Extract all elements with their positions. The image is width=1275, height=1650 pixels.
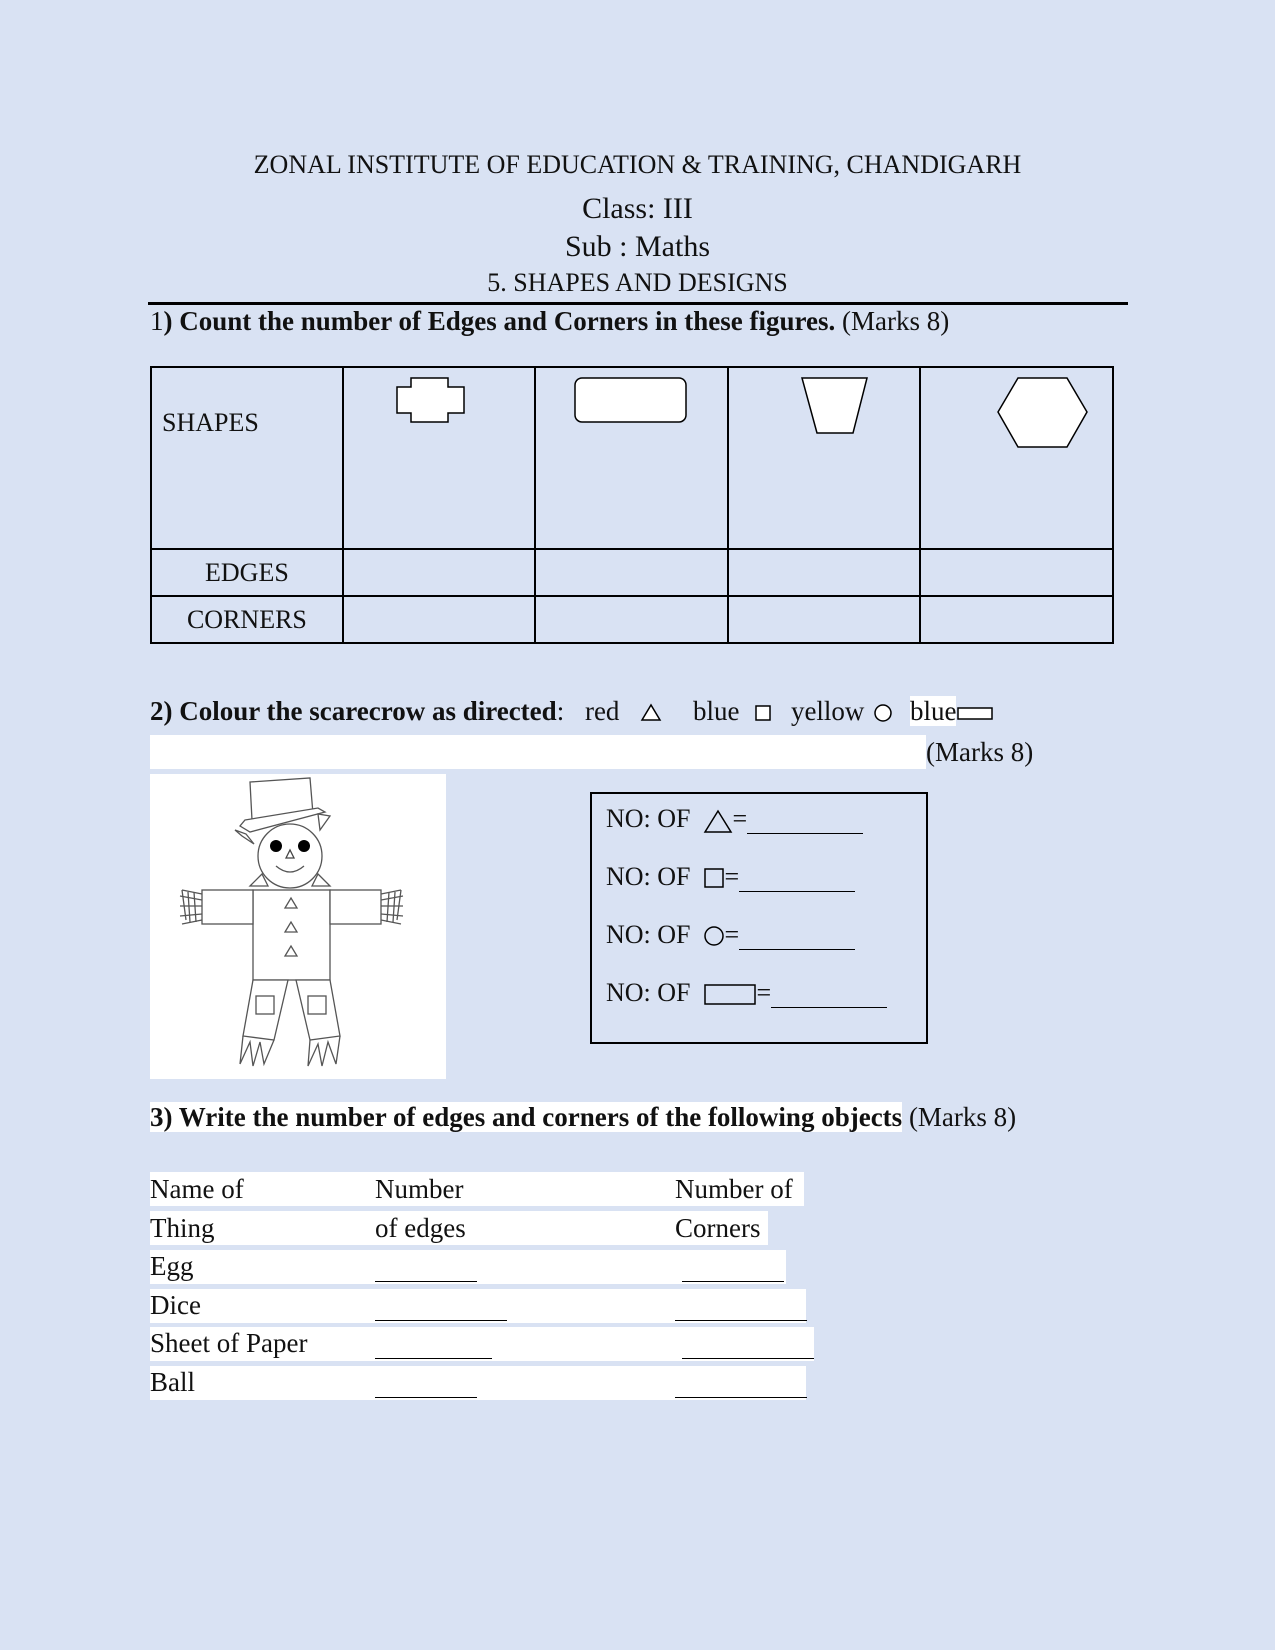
- legend-blue-label: blue: [692, 696, 740, 726]
- row-band: [150, 1250, 786, 1284]
- scarecrow-drawing: [150, 774, 446, 1079]
- thing-egg: Egg: [150, 1251, 194, 1281]
- q2-colon: :: [556, 696, 565, 726]
- corners-answer-4[interactable]: [920, 596, 1113, 643]
- header-thing: Thing: [150, 1213, 215, 1243]
- count-eq: =: [724, 920, 740, 949]
- shape-cell-1: [343, 367, 536, 549]
- q3-text: 3) Write the number of edges and corners of the following objects: [150, 1102, 903, 1132]
- count-row-square: [606, 862, 855, 892]
- thing-dice: Dice: [150, 1290, 201, 1320]
- corners-answer-3[interactable]: [728, 596, 921, 643]
- triangle-icon: [703, 808, 733, 834]
- shape-cell-3: [728, 367, 921, 549]
- cross-shape-icon: [344, 368, 537, 548]
- count-eq: =: [756, 978, 772, 1007]
- q2-text: 2) Colour the scarecrow as directed: [150, 696, 557, 726]
- edges-answer-2[interactable]: [535, 549, 728, 596]
- q2-marks: (Marks 8): [926, 737, 1034, 767]
- count-prefix: NO: OF: [606, 862, 691, 891]
- question-2: [150, 696, 994, 727]
- egg-edges-blank[interactable]: [375, 1281, 477, 1282]
- square-count-blank[interactable]: [739, 869, 855, 892]
- edges-answer-1[interactable]: [343, 549, 536, 596]
- circle-icon: [703, 925, 725, 947]
- dice-corners-blank[interactable]: [675, 1320, 807, 1321]
- legend-blue2-label: blue: [909, 696, 957, 726]
- count-row-circle: [606, 920, 855, 950]
- chapter-title: 5. SHAPES AND DESIGNS: [487, 268, 788, 297]
- edges-label: EDGES: [151, 549, 343, 596]
- q1-marks: (Marks 8): [835, 306, 950, 336]
- edges-answer-4[interactable]: [920, 549, 1113, 596]
- q1-text: ) Count the number of Edges and Corners in these figures.: [163, 306, 836, 336]
- ball-corners-blank[interactable]: [675, 1397, 807, 1398]
- shape-cell-4: [920, 367, 1113, 549]
- header-of-edges: of edges: [375, 1213, 466, 1243]
- count-eq: =: [732, 804, 748, 833]
- ball-edges-blank[interactable]: [375, 1397, 477, 1398]
- triangle-icon: [640, 702, 662, 722]
- row-band: [150, 1289, 806, 1323]
- rectangle-icon: [956, 704, 994, 722]
- square-icon: [754, 704, 772, 722]
- question-1: [150, 306, 949, 337]
- corners-label: CORNERS: [151, 596, 343, 643]
- thing-ball: Ball: [150, 1367, 195, 1397]
- shapes-label: SHAPES: [162, 408, 259, 437]
- row-band: [150, 1366, 806, 1400]
- subject-line: Sub : Maths: [564, 230, 711, 263]
- header-corners: Corners: [675, 1213, 761, 1243]
- question-3: [150, 1102, 1016, 1133]
- edges-answer-3[interactable]: [728, 549, 921, 596]
- q1-number: 1: [150, 306, 164, 336]
- thing-sheet-of-paper: Sheet of Paper: [150, 1328, 308, 1358]
- rectangle-icon: [703, 982, 757, 1006]
- count-eq: =: [724, 862, 740, 891]
- hexagon-icon: [921, 368, 1114, 548]
- scarecrow-image: [150, 774, 446, 1079]
- header-number: Number: [375, 1174, 464, 1204]
- count-prefix: NO: OF: [606, 804, 691, 833]
- count-prefix: NO: OF: [606, 978, 691, 1007]
- corners-answer-2[interactable]: [535, 596, 728, 643]
- count-prefix: NO: OF: [606, 920, 691, 949]
- rounded-rectangle-icon: [536, 368, 729, 548]
- paper-edges-blank[interactable]: [375, 1358, 492, 1359]
- dice-edges-blank[interactable]: [375, 1320, 507, 1321]
- count-row-triangle: [606, 804, 863, 834]
- rectangle-count-blank[interactable]: [771, 985, 887, 1008]
- legend-red-label: red: [584, 696, 620, 726]
- trapezium-icon: [729, 368, 922, 548]
- count-row-rectangle: [606, 978, 887, 1008]
- paper-corners-blank[interactable]: [682, 1358, 814, 1359]
- square-icon: [703, 867, 725, 889]
- highlight-band: [150, 735, 926, 769]
- circle-count-blank[interactable]: [739, 927, 855, 950]
- legend-yellow-label: yellow: [790, 696, 865, 726]
- class-line: Class: III: [582, 192, 693, 225]
- header-number-of: Number of: [675, 1174, 793, 1204]
- shape-count-box: [590, 792, 928, 1044]
- header-rule: [148, 302, 1128, 305]
- circle-icon: [873, 703, 893, 723]
- institute-title: ZONAL INSTITUTE OF EDUCATION & TRAINING, CHANDIGARH: [253, 150, 1022, 179]
- header-name-of: Name of: [150, 1174, 244, 1204]
- shapes-table: [150, 366, 1114, 644]
- q3-marks: (Marks 8): [902, 1102, 1017, 1132]
- triangle-count-blank[interactable]: [747, 811, 863, 834]
- egg-corners-blank[interactable]: [682, 1281, 784, 1282]
- shapes-label-cell: [151, 367, 343, 549]
- shape-cell-2: [535, 367, 728, 549]
- corners-answer-1[interactable]: [343, 596, 536, 643]
